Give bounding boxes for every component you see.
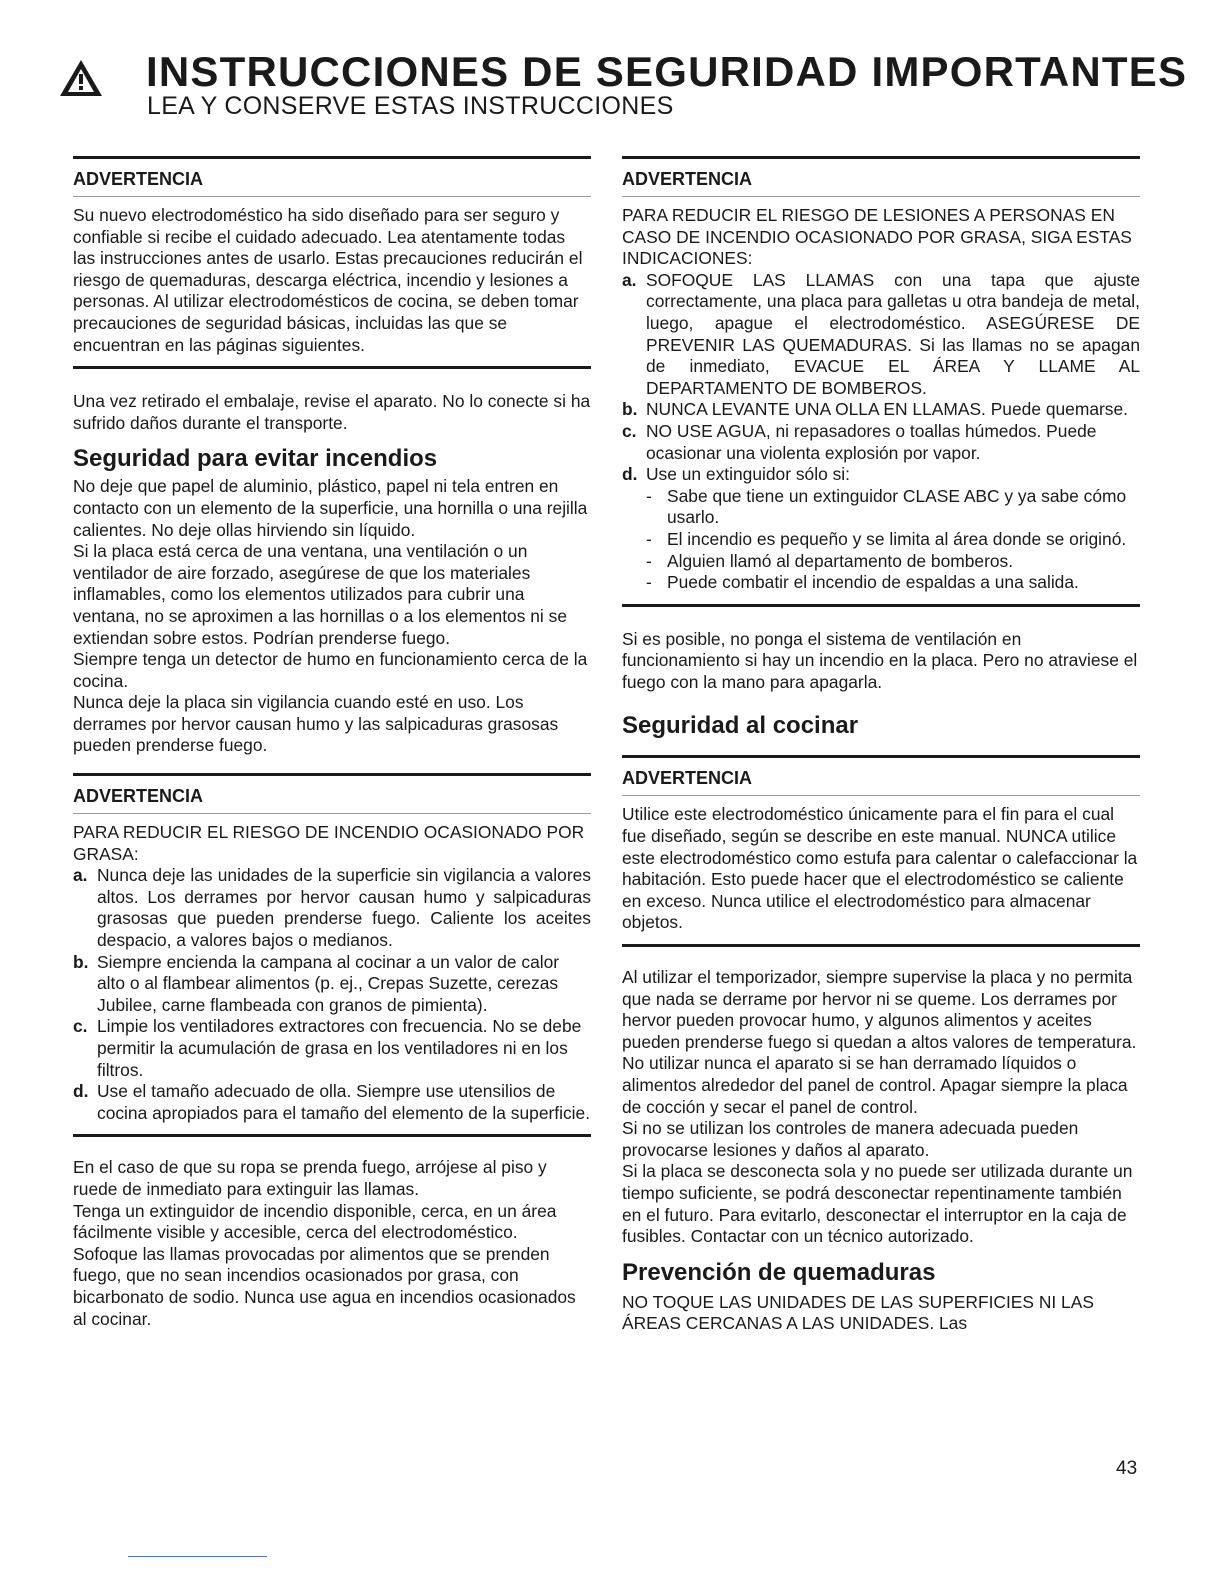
list-item-text: Siempre encienda la campana al cocinar a un valor de calor alto o al flambear alimentos (p. ej., Crepas Suzette, cerezas Jubilee, carne flambeada con granos de pimienta). (97, 951, 560, 1015)
unpack-paragraph: Una vez retirado el embalaje, revise el aparato. No lo conecte si ha sufrido daños durante el transporte. (73, 391, 591, 433)
dash-marker: - (646, 550, 652, 571)
list-item-text: Limpie los ventiladores extractores con frecuencia. No se debe permitir la acumulación de grasa en los ventiladores ni en los filtros. (97, 1016, 582, 1080)
list-marker: a. (73, 865, 88, 886)
bottom-paragraph: Sofoque las llamas provocadas por alimentos que se prenden fuego, que no sean incendios ocasionados por grasa, con bicarbonato de sodio. Nunca use agua en incendios ocasionados al cocinar. (73, 1243, 576, 1329)
warning-box-cooking (622, 755, 1140, 947)
cooking-safety-heading: Seguridad al cocinar (622, 712, 859, 740)
warning-heading: ADVERTENCIA (73, 776, 591, 814)
list-marker: b. (622, 399, 638, 420)
dash-marker: - (646, 572, 652, 593)
cooking-paragraph: Si la placa se desconecta sola y no puede ser utilizada durante un tiempo suficiente, se podrá desconectar repentinamente también en el futuro. Para evitarlo, desconectar el interruptor en la caja de fusibles. Contactar con un técnico autorizado. (622, 1161, 1133, 1247)
sub-list-item-text: El incendio es pequeño y se limita al área donde se originó. (667, 528, 1127, 549)
fire-paragraph: No deje que papel de aluminio, plástico, papel ni tela entren en contacto con un elemento de la superficie, una hornilla o una rejilla calientes. No deje ollas hirviendo sin líquido. (73, 476, 588, 540)
right-column (622, 156, 1140, 1335)
fire-safety-heading: Seguridad para evitar incendios (73, 445, 438, 473)
bottom-paragraph: En el caso de que su ropa se prenda fuego, arrójese al piso y ruede de inmediato para extinguir las llamas. (73, 1157, 547, 1199)
fire-paragraph: Siempre tenga un detector de humo en funcionamiento cerca de la cocina. (73, 649, 588, 691)
bottom-paragraph: Tenga un extinguidor de incendio disponible, cerca, en un área fácilmente visible y accesible, cerca del electrodoméstico. (73, 1200, 557, 1243)
list-item-text: Nunca deje las unidades de la superficie sin vigilancia a valores altos. Los derrames por hervor causan humo y salpicaduras grasosas que pueden prenderse fuego. Caliente los aceites despacio, a valores bajos o medianos. (97, 865, 591, 951)
list-item-text: Use un extinguidor sólo si: (646, 464, 850, 485)
sub-list-item (622, 551, 1140, 573)
list-item-text: Use el tamaño adecuado de olla. Siempre use utensilios de cocina apropiados para el tamaño del elemento de la superficie. (97, 1081, 591, 1123)
ventilation-paragraph: Si es posible, no ponga el sistema de ventilación en funcionamiento si hay un incendio en la placa. Pero no atraviese el fuego con la mano para apagarla. (622, 628, 1138, 692)
list-item-text: SOFOQUE LAS LLAMAS con una tapa que ajuste correctamente, una placa para galletas u otra bandeja de metal, luego, apague el electrodoméstico. ASEGÚRESE DE PREVENIR LAS QUEMADURAS. Si las llamas no se apagan de inmediato, EVACUE EL ÁREA Y LLAME AL DEPARTAMENTO DE BOMBEROS. (646, 269, 1140, 398)
cooking-paragraph: No utilizar nunca el aparato si se han derramado líquidos o alimentos alrededor del panel de control. Apagar siempre la placa de cocción y secar el panel de control. (622, 1053, 1128, 1117)
sub-list-item-text: Alguien llamó al departamento de bomberos. (667, 550, 1014, 571)
list-marker: c. (622, 420, 637, 441)
sub-list-item (622, 572, 1140, 594)
left-column (73, 156, 591, 1330)
list-item (622, 421, 1140, 464)
list-marker: c. (73, 1016, 88, 1037)
cooking-paragraph: Al utilizar el temporizador, siempre supervise la placa y no permita que nada se derrame por hervor ni se queme. Los derrames por hervor pueden provocar humo, y algunos alimentos y aceites pueden prenderse fuego si quedan a altos valores de temperatura. (622, 967, 1137, 1052)
list-marker: d. (622, 464, 638, 485)
sub-list-item-text: Puede combatir el incendio de espaldas a una salida. (667, 572, 1079, 593)
page-subtitle: LEA Y CONSERVE ESTAS INSTRUCCIONES (147, 92, 674, 120)
page-title: INSTRUCCIONES DE SEGURIDAD IMPORTANTES (146, 48, 1188, 95)
list-item (622, 399, 1140, 421)
warning-triangle-icon (58, 58, 104, 98)
burn-prevention-heading: Prevención de quemaduras (622, 1258, 936, 1286)
warning-heading: ADVERTENCIA (73, 159, 591, 197)
warning-intro: PARA REDUCIR EL RIESGO DE INCENDIO OCASIONADO POR GRASA: (73, 822, 585, 864)
list-item (73, 865, 591, 951)
cooking-paragraph: Si no se utilizan los controles de manera adecuada pueden provocarse lesiones y daños al aparato. (622, 1118, 1079, 1160)
page-number: 43 (1116, 1458, 1138, 1479)
fire-paragraph: Nunca deje la placa sin vigilancia cuando esté en uso. Los derrames por hervor causan humo y las salpicaduras grasosas pueden prenderse fuego. (73, 692, 559, 756)
sub-list-item-text: Sabe que tiene un extinguidor CLASE ABC y ya sabe cómo usarlo. (667, 485, 1127, 528)
warning-heading: ADVERTENCIA (622, 159, 1140, 197)
warning-text: Utilice este electrodoméstico únicamente para el fin para el cual fue diseñado, según se describe en este manual. NUNCA utilice este electrodoméstico como estufa para calentar o calefaccionar la habitación. Esto puede hacer que el electrodoméstico se caliente en exceso. Nunca utilice el electrodoméstico para almacenar objetos. (622, 804, 1138, 933)
list-item-text: NO USE AGUA, ni repasadores o toallas húmedos. Puede ocasionar una violenta explosión por vapor. (646, 420, 1097, 463)
list-item (73, 952, 591, 1017)
warning-box-fire-injury (622, 156, 1140, 607)
warning-text: Su nuevo electrodoméstico ha sido diseñado para ser seguro y confiable si recibe el cuidado adecuado. Lea atentamente todas las instrucciones antes de usarlo. Estas precauciones reducirán el riesgo de quemaduras, descarga eléctrica, incendio y lesiones a personas. Al utilizar electrodomésticos de cocina, se deben tomar precauciones de seguridad básicas, incluidas las que se encuentran en las páginas siguientes. (73, 205, 583, 355)
warning-box-grease (73, 773, 591, 1137)
fire-paragraph: Si la placa está cerca de una ventana, una ventilación o un ventilador de aire forzado, asegúrese de que los materiales inflamables, como los elementos utilizados para cubrir una ventana, no se aproximen a las hornillas o a los elementos ni se extiendan sobre estos. Podrían prenderse fuego. (73, 541, 567, 648)
sub-list-item (622, 529, 1140, 551)
list-item-text: NUNCA LEVANTE UNA OLLA EN LLAMAS. Puede quemarse. (646, 399, 1128, 420)
list-marker: d. (73, 1081, 89, 1102)
warning-heading: ADVERTENCIA (622, 758, 1140, 796)
dash-marker: - (646, 528, 652, 549)
warning-intro: PARA REDUCIR EL RIESGO DE LESIONES A PERSONAS EN CASO DE INCENDIO OCASIONADO POR GRASA, SIGA ESTAS INDICACIONES: (622, 205, 1132, 269)
dash-marker: - (646, 485, 652, 506)
list-item (73, 1016, 591, 1081)
list-item (73, 1081, 591, 1124)
warning-box-general (73, 156, 591, 369)
sub-list-item (622, 486, 1140, 529)
list-item (622, 270, 1140, 400)
burn-paragraph: NO TOQUE LAS UNIDADES DE LAS SUPERFICIES NI LAS ÁREAS CERCANAS A LAS UNIDADES. Las (622, 1291, 1094, 1334)
list-marker: b. (73, 951, 89, 972)
list-marker: a. (622, 269, 637, 290)
footer-rule (128, 1556, 267, 1557)
list-item (622, 464, 1140, 486)
